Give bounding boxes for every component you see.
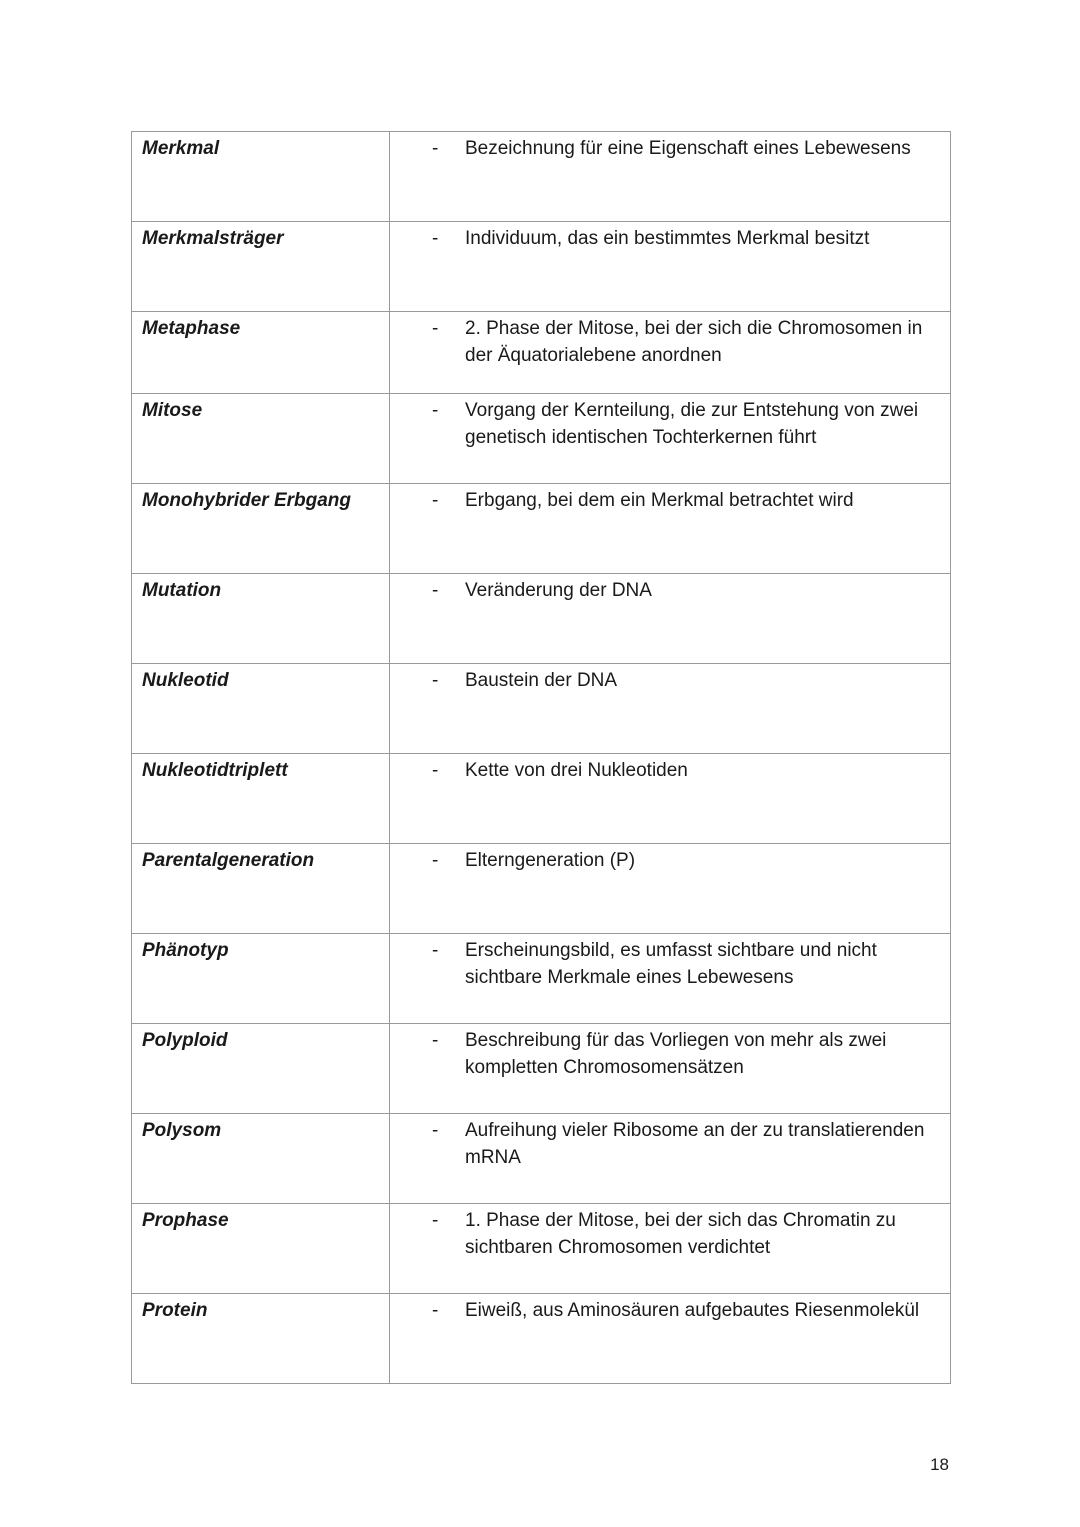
table-row: [132, 1294, 951, 1384]
term-cell: [132, 222, 390, 312]
term: Polysom: [142, 1120, 222, 1141]
term-cell: [132, 664, 390, 754]
term-cell: [132, 1114, 390, 1204]
definition-cell: [390, 394, 951, 484]
dash-bullet: -: [432, 490, 439, 511]
dash-bullet: -: [432, 1120, 439, 1141]
dash-bullet: -: [432, 1210, 439, 1231]
term: Mutation: [142, 580, 222, 601]
definition-cell: [390, 934, 951, 1024]
term: Polyploid: [142, 1030, 228, 1051]
term-cell: [132, 1294, 390, 1384]
definition: Individuum, das ein bestimmtes Merkmal besitzt: [465, 228, 870, 249]
definition-cell: [390, 132, 951, 222]
dash-bullet: -: [432, 670, 439, 691]
term: Prophase: [142, 1210, 229, 1231]
dash-bullet: -: [432, 760, 439, 781]
table-row: [132, 1024, 951, 1114]
term: Monohybrider Erbgang: [142, 490, 351, 511]
dash-bullet: -: [432, 318, 439, 339]
term-cell: [132, 312, 390, 394]
term-cell: [132, 934, 390, 1024]
table-row: [132, 574, 951, 664]
definition: 1. Phase der Mitose, bei der sich das Chromatin zu sichtbaren Chromosomen verdichtet: [465, 1210, 896, 1258]
term-cell: [132, 844, 390, 934]
definition-cell: [390, 664, 951, 754]
table-row: [132, 934, 951, 1024]
definition: Elterngeneration (P): [465, 850, 636, 871]
term: Metaphase: [142, 318, 241, 339]
definition-cell: [390, 312, 951, 394]
term: Phänotyp: [142, 940, 229, 961]
term: Merkmalsträger: [142, 228, 284, 249]
table-row: [132, 312, 951, 394]
definition-cell: [390, 1024, 951, 1114]
table-row: [132, 222, 951, 312]
dash-bullet: -: [432, 850, 439, 871]
term: Mitose: [142, 400, 203, 421]
dash-bullet: -: [432, 138, 439, 159]
term: Merkmal: [142, 138, 220, 159]
table-row: [132, 664, 951, 754]
term-cell: [132, 1024, 390, 1114]
term: Parentalgeneration: [142, 850, 315, 871]
table-row: [132, 1114, 951, 1204]
dash-bullet: -: [432, 1300, 439, 1321]
definition: Beschreibung für das Vorliegen von mehr als zwei kompletten Chromosomensätzen: [465, 1030, 887, 1078]
table-row: [132, 1204, 951, 1294]
term-cell: [132, 574, 390, 664]
table-row: [132, 132, 951, 222]
definition-cell: [390, 1114, 951, 1204]
dash-bullet: -: [432, 580, 439, 601]
dash-bullet: -: [432, 940, 439, 961]
dash-bullet: -: [432, 1030, 439, 1051]
definition: Kette von drei Nukleotiden: [465, 760, 688, 781]
term-cell: [132, 132, 390, 222]
definition: Vorgang der Kernteilung, die zur Entstehung von zwei genetisch identischen Tochterkernen führt: [465, 400, 919, 448]
term-cell: [132, 484, 390, 574]
definition-cell: [390, 1204, 951, 1294]
table-row: [132, 394, 951, 484]
dash-bullet: -: [432, 400, 439, 421]
term: Nukleotid: [142, 670, 229, 691]
term: Nukleotidtriplett: [142, 760, 288, 781]
term-cell: [132, 1204, 390, 1294]
definition: Veränderung der DNA: [465, 580, 652, 601]
definition: Erscheinungsbild, es umfasst sichtbare und nicht sichtbare Merkmale eines Lebewesens: [465, 940, 877, 988]
definition-cell: [390, 574, 951, 664]
table-row: [132, 844, 951, 934]
page-number: 18: [930, 1455, 949, 1474]
term-cell: [132, 394, 390, 484]
term: Protein: [142, 1300, 208, 1321]
table-row: [132, 754, 951, 844]
glossary-table: [131, 131, 951, 1384]
table-row: [132, 484, 951, 574]
definition: Eiweiß, aus Aminosäuren aufgebautes Riesenmolekül: [465, 1300, 920, 1321]
definition: Erbgang, bei dem ein Merkmal betrachtet wird: [465, 490, 854, 511]
definition: Bezeichnung für eine Eigenschaft eines Lebewesens: [465, 138, 911, 159]
definition-cell: [390, 1294, 951, 1384]
definition: 2. Phase der Mitose, bei der sich die Chromosomen in der Äquatorialebene anordnen: [465, 318, 923, 366]
definition-cell: [390, 222, 951, 312]
definition: Baustein der DNA: [465, 670, 618, 691]
term-cell: [132, 754, 390, 844]
definition-cell: [390, 844, 951, 934]
dash-bullet: -: [432, 228, 439, 249]
definition-cell: [390, 754, 951, 844]
definition: Aufreihung vieler Ribosome an der zu translatierenden mRNA: [465, 1120, 925, 1168]
definition-cell: [390, 484, 951, 574]
